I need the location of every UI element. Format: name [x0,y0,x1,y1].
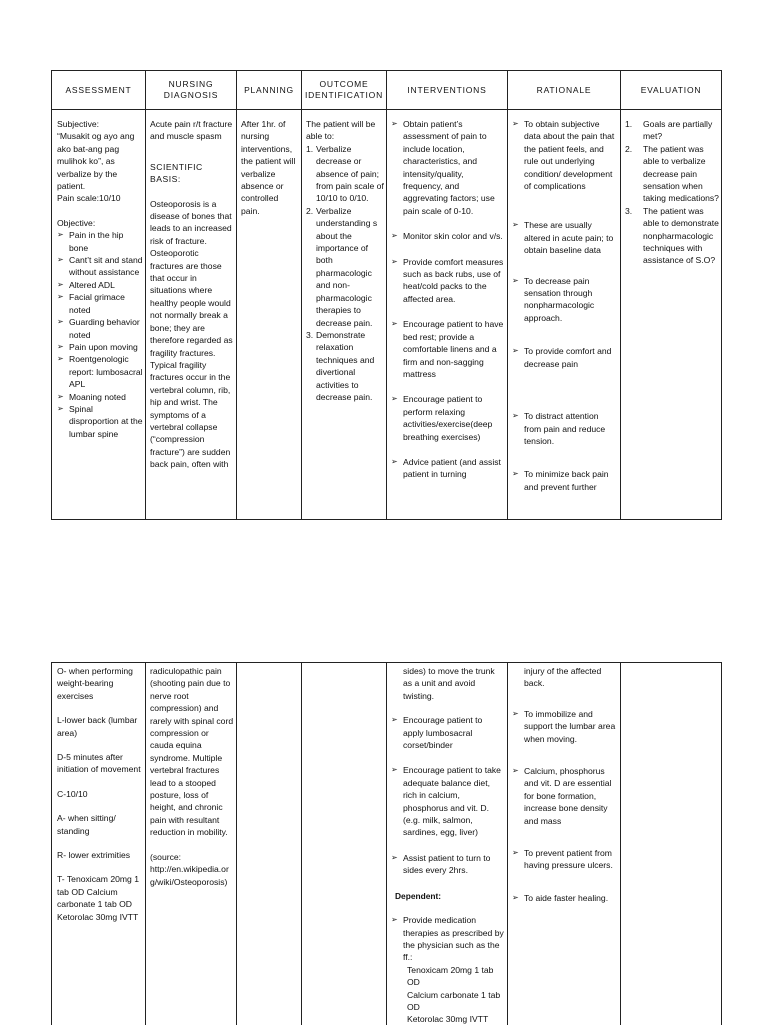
rationale-list-continued [512,708,618,904]
header-planning: PLANNING [244,84,294,95]
list-item: 3. The patient was able to demonstrate nonpharmacologic techniques with assistance of S.O? [625,205,719,266]
pqrst-item: C-10/10 [57,788,88,799]
pain-scale: Pain scale:10/10 [57,193,121,204]
medications-text: T- Tenoxicam 20mg 1 tab OD Calcium carbonate 1 tab OD Ketorolac 30mg IVTT [57,874,139,922]
column-divider [236,663,237,1025]
dependent-list [391,914,505,964]
scientific-basis-label: SCIENTIFIC BASIS: [150,161,203,185]
column-divider [386,663,387,1025]
header-interventions: INTERVENTIONS [407,84,487,95]
planning-text: After 1hr. of nursing interventions, the patient will verbalize absence or controlled pain. [241,119,296,216]
dependent-med: Calcium carbonate 1 tab OD [407,989,501,1012]
intervention-continued-text: sides) to move the trunk as a unit and avoid twisting. [403,666,495,701]
assessment-continued-cell [57,665,143,1025]
care-plan-table-page-2 [51,662,722,1025]
rationale-cell [512,118,618,515]
list-item: 3. Demonstrate relaxation techniques and divertional activities to decrease pain. [306,329,375,402]
column-divider [620,71,621,519]
list-item: ➢ Spinal disproportion at the lumbar spine [57,403,143,440]
column-divider [301,663,302,1025]
rationale-list [512,118,618,493]
list-item: ➢ Cant’t sit and stand without assistance [57,254,143,279]
list-item: ➢ To decrease pain sensation through nonpharmacologic approach. [512,275,618,325]
column-divider [301,71,302,519]
list-item: ➢ To prevent patient from having pressure ulcers. [512,847,618,872]
list-item: ➢ These are usually altered in acute pain; to obtain baseline data [512,219,618,256]
pqrst-item: D-5 minutes after initiation of movement [57,752,141,775]
column-divider [145,663,146,1025]
list-item: ➢ To minimize back pain and prevent further [512,468,618,493]
dependent-med: Ketorolac 30mg IVTT [407,1014,489,1025]
pqrst-item: A- when sitting/ standing [57,813,116,836]
list-item: 1. Verbalize decrease or absence of pain; from pain scale of 10/10 to 0/10. [306,143,384,204]
header-rationale: RATIONALE [536,84,592,95]
pqrst-item: O- when performing weight-bearing exercises [57,666,133,701]
column-divider [145,71,146,519]
diagnosis-text: Acute pain r/t fracture and muscle spasm [150,119,233,142]
outcome-intro: The patient will be able to: [306,119,376,142]
subjective-quote: “Musakit og ayo ang ako bat-ang pag mulihok ko”, as verbalize by the patient. [57,131,135,192]
list-item: ➢ Encourage patient to have bed rest; provide a comfortable linens and a firm and non-sagging mattress [391,318,505,380]
care-plan-table-page-1 [51,70,722,520]
evaluation-cell [625,118,719,515]
list-item: ➢ Obtain patient’s assessment of pain to include location, characteristics, and intensity/quality, frequency, and aggrevating factors; use pain scale of 0-10. [391,118,505,217]
header-evaluation: EVALUATION [640,84,702,95]
list-item: ➢ Provide medication therapies as prescribed by the physician such as the ff.: [391,914,505,964]
column-divider [507,663,508,1025]
list-item: ➢ To provide comfort and decrease pain [512,345,618,370]
list-item: 2. Verbalize understanding s about the importance of both pharmacologic and non-pharmacologic therapies to decrease pain. [306,205,378,328]
evaluation-list [625,118,719,267]
diagnosis-continued-cell [150,665,234,1025]
list-item: ➢ Pain upon moving [57,341,143,353]
column-divider [236,71,237,519]
list-item: ➢ To distract attention from pain and reduce tension. [512,410,618,447]
rationale-continued-text: injury of the affected back. [524,666,602,689]
list-item: ➢ Facial grimace noted [57,291,143,316]
interventions-list [391,118,505,481]
header-assessment: ASSESSMENT [65,84,132,95]
column-divider [620,663,621,1025]
list-item: ➢ Encourage patient to perform relaxing activities/exercise(deep breathing exercises) [391,393,505,443]
list-item: ➢ Altered ADL [57,279,143,291]
pqrst-item: L-lower back (lumbar area) [57,715,138,738]
list-item: 1. Goals are partially met? [625,119,713,142]
list-item: ➢ To aide faster healing. [512,892,618,904]
list-item: ➢ Moaning noted [57,391,143,403]
assessment-cell [57,118,143,515]
column-divider [386,71,387,519]
header-nursing-diagnosis: NURSING DIAGNOSIS [163,79,219,100]
header-outcome-identification: OUTCOME IDENTIFICATION [304,79,384,100]
list-item: ➢ Encourage patient to apply lumbosacral corset/binder [391,714,505,751]
outcome-list [306,143,384,404]
interventions-list-continued [391,714,505,876]
scientific-basis-text: Osteoporosis is a disease of bones that leads to an increased risk of fracture. Osteoporotic fractures are those that occur in situations where healthy people would not normally break a bone; they are therefore regarded as fragility fractures. Typical fragility fractures occur in the vertebral column, rib, hip and wrist. The symptoms of a vertebral collapse (“compression fracture”) are sudden back pain, often with [150,198,233,470]
list-item: ➢ Advice patient (and assist patient in turning [391,456,505,481]
diagnosis-cell [150,118,234,515]
column-divider [507,71,508,519]
dependent-med: Tenoxicam 20mg 1 tab OD [407,964,494,988]
list-item: ➢ Encourage patient to take adequate balance diet, rich in calcium, phosphorus and vit. D. (e.g. milk, salmon, sardines, egg, liver) [391,764,505,838]
list-item: 2. The patient was able to verbalize decrease pain sensation when taking medications? [625,143,719,204]
interventions-cell [391,118,505,515]
header-divider [52,109,721,110]
list-item: ➢ To immobilize and support the lumbar area when moving. [512,708,618,745]
list-item: ➢ Pain in the hip bone [57,229,143,254]
interventions-continued-cell [391,665,505,1025]
objective-list [57,229,143,440]
list-item: ➢ Guarding behavior noted [57,316,143,341]
list-item: ➢ Assist patient to turn to sides every 2hrs. [391,852,505,877]
pqrst-item: R- lower extrimities [57,850,131,861]
list-item: ➢ To obtain subjective data about the pain that the patient feels, and rule out underlying condition/ development of complications [512,118,618,192]
planning-cell [241,118,299,515]
list-item: ➢ Monitor skin color and v/s. [391,230,505,242]
dependent-label: Dependent: [395,890,442,901]
list-item: ➢ Calcium, phosphorus and vit. D are essential for bone formation, increase bone density and mass [512,765,618,827]
scientific-basis-continued: radiculopathic pain (shooting pain due to nerve root compression) and rarely with spinal cord compression or cauda equina syndrome. Multiple vertebral fractures lead to a stooped posture, loss of height, and chronic pain with resultant reduction in mobility. [150,666,234,838]
source-text: (source: http://en.wikipedia.or g/wiki/Osteoporosis) [150,851,229,887]
list-item: ➢ Roentgenologic report: lumbosacral APL [57,353,143,390]
outcome-cell [306,118,384,515]
list-item: ➢ Provide comfort measures such as back rubs, use of heat/cold packs to the affected area. [391,256,505,306]
objective-label: Objective: [57,217,96,228]
subjective-label: Subjective: [57,119,100,129]
rationale-continued-cell [512,665,618,1025]
